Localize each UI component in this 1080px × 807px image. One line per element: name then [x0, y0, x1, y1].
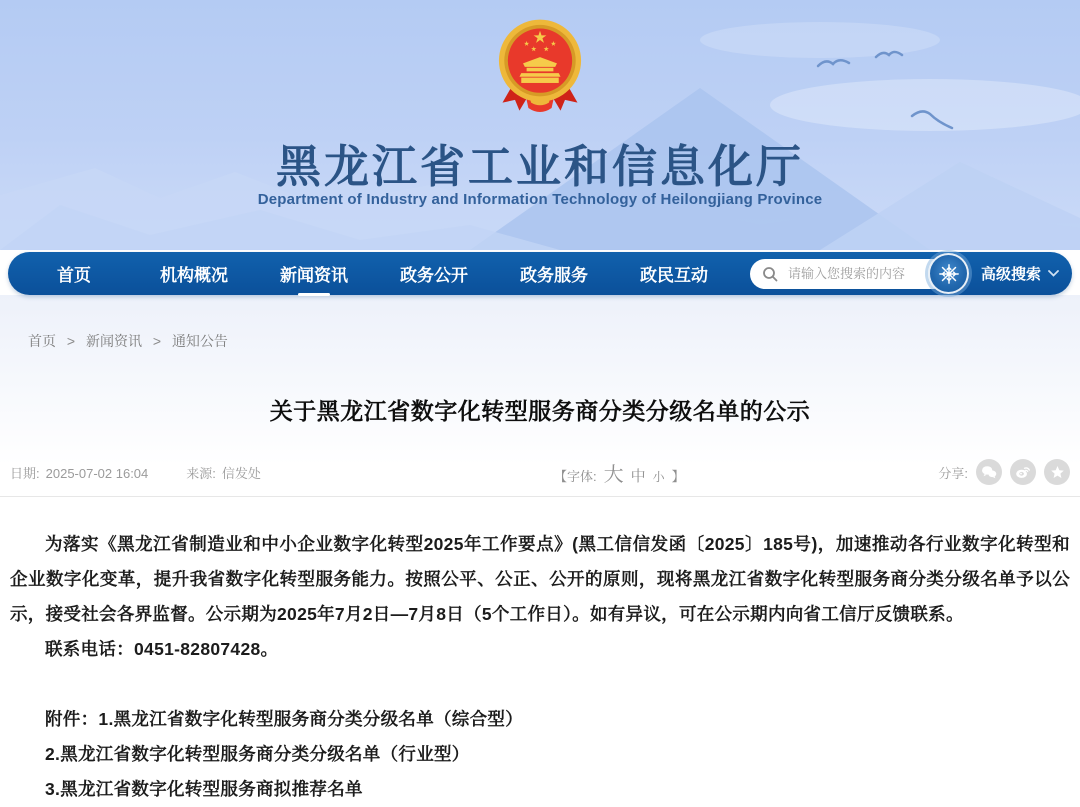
font-size-small-button[interactable]: 小 — [652, 469, 665, 484]
article-body — [0, 497, 1080, 807]
breadcrumb — [0, 295, 1080, 351]
search-icon — [762, 266, 778, 282]
breadcrumb-separator: > — [152, 333, 162, 349]
advanced-search-link[interactable] — [981, 263, 1059, 284]
attachment-2-text: 2.黑龙江省数字化转型服务商分类分级名单（行业型） — [45, 744, 470, 764]
breadcrumb-notices: 通知公告 — [171, 333, 228, 349]
site-header — [0, 0, 1080, 250]
nav-item-gov-affairs[interactable]: 政务公开 — [400, 266, 468, 285]
advanced-search-label: 高级搜索 — [981, 266, 1042, 283]
font-size-medium-button[interactable]: 中 — [630, 467, 646, 485]
search-button[interactable] — [928, 253, 969, 294]
font-widget-open: 【字体: — [554, 468, 597, 484]
date-label: 日期: — [10, 465, 40, 481]
national-emblem-icon — [495, 16, 585, 112]
search-input[interactable] — [786, 265, 926, 282]
article-meta — [10, 458, 1070, 486]
nav-item-home[interactable]: 首页 — [57, 266, 91, 285]
nav-item-organization[interactable]: 机构概况 — [160, 266, 228, 285]
attachment-item-1[interactable] — [45, 702, 1070, 737]
article-paragraph: 为落实《黑龙江省制造业和中小企业数字化转型2025年工作要点》(黑工信信发函〔2025〕185号)，加速推动各行业数字化转型和企业数字化变革，提升我省数字化转型服务能力。按照公平、公正、公开的原则，现将黑龙江省数字化转型服务商分类分级名单予以公示，接受社会各界监督。公示期为2025年7月2日—7月8日（5个工作日）。如有异议，可在公示期内向省工信厅反馈联系。 — [10, 534, 1070, 624]
breadcrumb-separator: > — [66, 333, 76, 349]
source-label: 来源: — [186, 465, 216, 481]
chevron-down-icon — [1048, 270, 1059, 277]
nav-item-interaction[interactable]: 政民互动 — [640, 266, 708, 285]
attachment-3-text: 3.黑龙江省数字化转型服务商拟推荐名单 — [45, 779, 363, 799]
font-size-widget — [554, 458, 685, 487]
attachment-item-2[interactable] — [45, 737, 1070, 772]
page-content — [0, 295, 1080, 807]
wechat-share-button[interactable] — [976, 459, 1002, 485]
font-widget-close: 】 — [671, 468, 685, 484]
nav-item-news[interactable]: 新闻资讯 — [270, 261, 358, 286]
article-meta-left — [10, 463, 267, 482]
share-bar — [938, 459, 1070, 485]
weibo-share-button[interactable] — [1010, 459, 1036, 485]
attachment-1-text: 1.黑龙江省数字化转型服务商分类分级名单（综合型） — [98, 709, 523, 729]
search-box — [750, 259, 948, 289]
share-label: 分享: — [938, 465, 968, 481]
attachment-item-3[interactable] — [45, 772, 1070, 807]
breadcrumb-news[interactable]: 新闻资讯 — [85, 333, 142, 349]
contact-phone: 联系电话：0451-82807428。 — [45, 639, 279, 659]
star-icon — [1050, 465, 1065, 480]
favorite-share-button[interactable] — [1044, 459, 1070, 485]
article-title: 关于黑龙江省数字化转型服务商分类分级名单的公示 — [269, 398, 811, 424]
breadcrumb-home[interactable]: 首页 — [28, 333, 56, 349]
font-size-large-button[interactable]: 大 — [603, 463, 624, 486]
date-value: 2025-07-02 16:04 — [45, 465, 149, 481]
source-value: 信发处 — [221, 465, 261, 481]
main-navigation — [8, 252, 1072, 295]
site-title: 黑龙江省工业和信息化厅 — [275, 141, 804, 192]
weibo-icon — [1015, 465, 1031, 479]
nav-item-gov-services[interactable]: 政务服务 — [520, 266, 588, 285]
wechat-icon — [981, 465, 997, 479]
attachments-label: 附件： — [45, 709, 99, 729]
site-subtitle: Department of Industry and Information Technology of Heilongjiang Province — [257, 191, 823, 208]
attachments-list — [45, 702, 1070, 807]
snowflake-icon — [938, 263, 960, 285]
